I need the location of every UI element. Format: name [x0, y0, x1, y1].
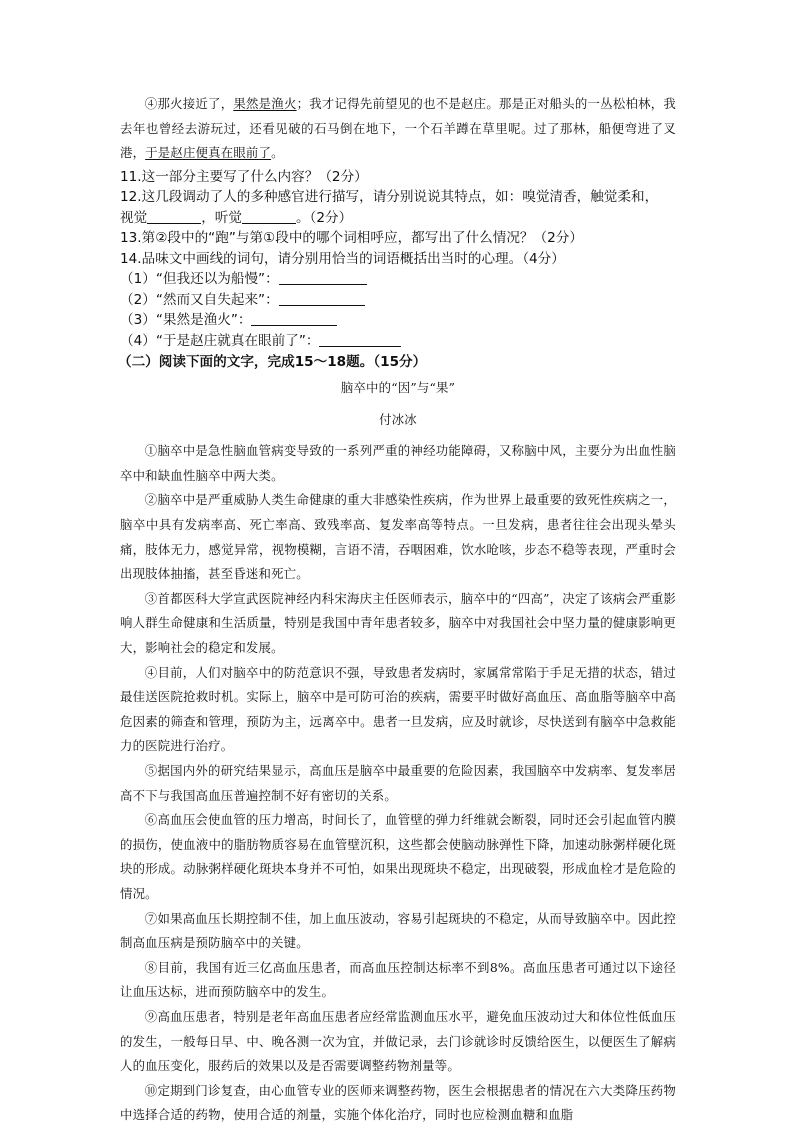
- question-14-item: [120, 269, 676, 290]
- section-heading: （二）阅读下面的文字，完成15～18题。（15分）: [118, 354, 427, 371]
- article-paragraph: ③首都医科大学宣武医院神经内科宋海庆主任医师表示，脑卒中的“四高”，决定了该病会严重影响人群生命健康和生活质量，特别是我国中青年患者较多，脑卒中对我国社会中坚力量的健康影响更大，影响社会的稳定和发展。: [120, 590, 676, 656]
- story-text: ④那火接近了，: [144, 96, 234, 111]
- article-paragraph: ⑨高血压患者，特别是老年高血压患者应经常监测血压水平，避免血压波动过大和体位性低血压的发生，一般每日早、中、晚各测一次为宜，并做记录，去门诊就诊时反馈给医生，以便医生了解病人的血压变化，服药后的效果以及是否需要调整药物剂量等。: [120, 1008, 676, 1074]
- answer-blank[interactable]: [279, 291, 365, 306]
- question-12-hearing-label: ，听觉: [201, 209, 242, 226]
- question-12-score: 。（2分）: [295, 209, 353, 226]
- document-page: [120, 92, 676, 1128]
- answer-blank[interactable]: [147, 209, 201, 224]
- article-paragraph: ①脑卒中是急性脑血管病变导致的一系列严重的神经功能障碍，又称脑中风，主要分为出血性脑卒中和缺血性脑卒中两大类。: [120, 443, 676, 483]
- underlined-phrase: 于是赵庄便真在眼前了: [145, 145, 272, 161]
- question-14-item-label: （2）“然而又自失起来”：: [120, 291, 279, 308]
- question-13: 13.第②段中的“跑”与第①段中的哪个词相呼应，都写出了什么情况？（2分）: [120, 230, 583, 247]
- story-paragraph-4: [120, 92, 676, 166]
- question-12: [120, 187, 676, 228]
- article-title: 脑卒中的“因”与“果”: [340, 380, 456, 396]
- question-14-item-label: （1）“但我还以为船慢”：: [120, 271, 279, 288]
- question-14-item: [120, 310, 676, 331]
- question-14-item: [120, 331, 676, 352]
- article-paragraph: ⑧目前，我国有近三亿高血压患者，而高血压控制达标率不到8%。高血压患者可通过以下途径让血压达标，进而预防脑卒中的发生。: [120, 959, 676, 1000]
- question-14-item-label: （3）“果然是渔火”：: [120, 312, 252, 329]
- question-14: 14.品味文中画线的词句，请分别用恰当的词语概括出当时的心理。（4分）: [120, 250, 565, 267]
- question-12-text: 12.这几段调动了人的多种感官进行描写，请分别说说其特点，如：嗅觉清香，触觉柔和，: [120, 189, 659, 206]
- article-author: 付冰冰: [379, 412, 417, 428]
- story-text: 。: [271, 145, 284, 161]
- question-12-visual-label: 视觉: [120, 209, 148, 226]
- underlined-phrase: 果然是渔火: [233, 96, 297, 111]
- answer-blank[interactable]: [319, 332, 401, 347]
- article-paragraph: ⑥高血压会使血管的压力增高，时间长了，血管壁的弹力纤维就会断裂，同时还会引起血管内膜的损伤，使血液中的脂肪物质容易在血管壁沉积，这些都会使脑动脉弹性下降，加速动脉粥样硬化斑块的形成。动脉粥样硬化斑块本身并不可怕，如果出现斑块不稳定，出现破裂，形成血栓才是危险的情况。: [120, 812, 676, 901]
- article-body: [120, 439, 676, 1128]
- article-paragraph: ⑦如果高血压长期控制不佳，加上血压波动，容易引起斑块的不稳定，从而导致脑卒中。因此控制高血压病是预防脑卒中的关键。: [120, 910, 676, 951]
- article-paragraph: ⑩定期到门诊复查，由心血管专业的医师来调整药物，医生会根据患者的情况在六大类降压药物中选择合适的药物，使用合适的剂量，实施个体化治疗，同时也应检测血糖和血脂: [120, 1082, 676, 1123]
- article-paragraph: ②脑卒中是严重威胁人类生命健康的重大非感染性疾病，作为世界上最重要的致死性疾病之一，脑卒中具有发病率高、死亡率高、致残率高、复发率高等特点。一旦发病，患者往往会出现头晕头痛，肢体无力，感觉异常，视物模糊，言语不清，吞咽困难，饮水呛咳，步态不稳等表现，严重时会出现肢体抽搐，甚至昏迷和死亡。: [120, 492, 676, 582]
- answer-blank[interactable]: [279, 270, 367, 285]
- question-14-item-label: （4）“于是赵庄就真在眼前了”：: [120, 332, 320, 349]
- answer-blank[interactable]: [242, 209, 296, 224]
- article-paragraph: ④目前，人们对脑卒中的防范意识不强，导致患者发病时，家属常常陷于手足无措的状态，错过最佳送医院抢救时机。实际上，脑卒中是可防可治的疾病，需要平时做好高血压、高血脂等脑卒中高危因素的筛查和管理，预防为主，远离卒中。患者一旦发病，应及时就诊，尽快送到有脑卒中急救能力的医院进行治疗。: [120, 664, 676, 754]
- question-11: 11.这一部分主要写了什么内容？（2分）: [120, 168, 368, 185]
- question-14-item: [120, 290, 676, 311]
- story-text: ；我才记得先前望见的也不是赵庄。那是正对船头的一丛松柏林，我去年也曾经去游玩过，还看见破的石马倒在地下，一个石羊蹲在草里呢。过了那林，船便弯进了叉港，: [120, 96, 677, 161]
- article-paragraph: ⑤据国内外的研究结果显示，高血压是脑卒中最重要的危险因素，我国脑卒中发病率、复发率居高不下与我国高血压普遍控制不好有密切的关系。: [120, 763, 676, 803]
- answer-blank[interactable]: [251, 311, 337, 326]
